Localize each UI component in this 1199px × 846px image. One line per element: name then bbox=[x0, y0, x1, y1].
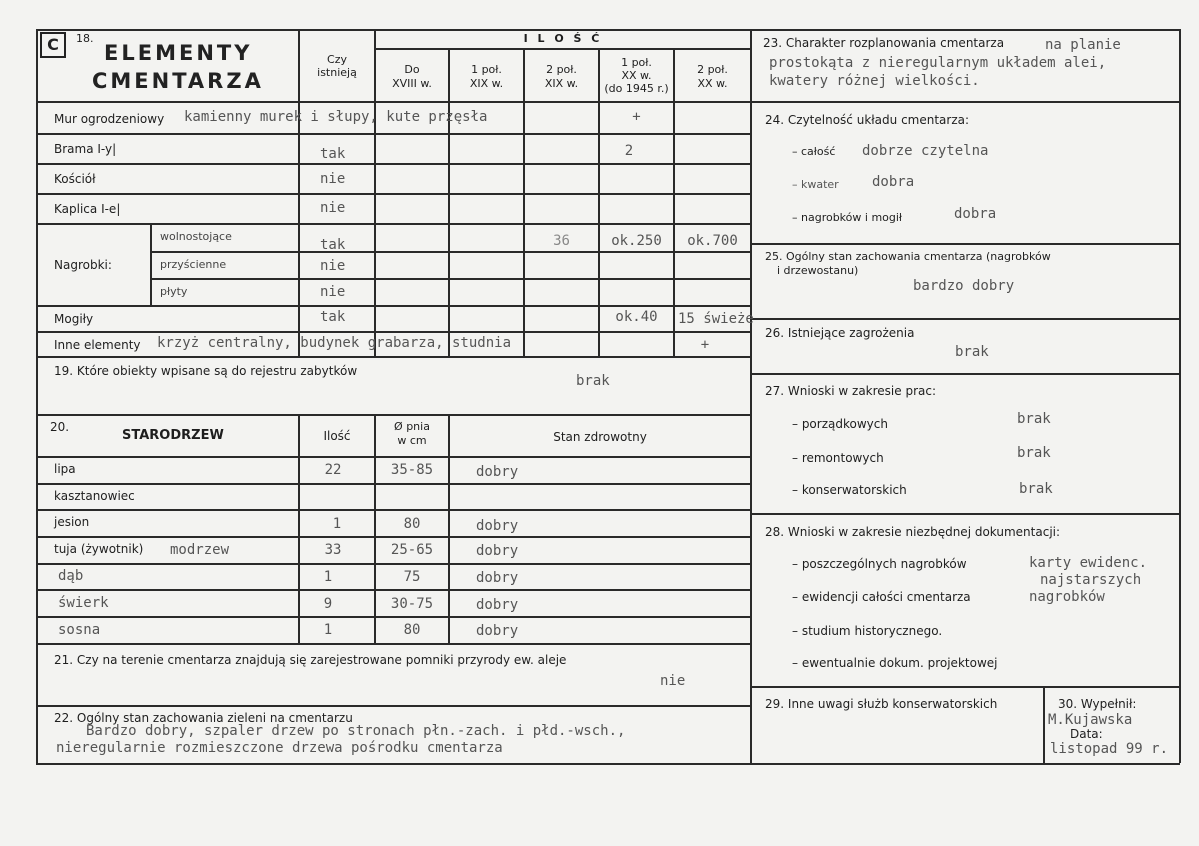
q24-row-label: – całość bbox=[792, 145, 836, 158]
q22-line1: Bardzo dobry, szpaler drzew po stronach płn.-zach. i płd.-wsch., bbox=[86, 723, 626, 739]
nagrobki-wolnostojace-xx2: ok.700 bbox=[687, 233, 738, 249]
tree-row-extra: modrzew bbox=[170, 542, 230, 558]
row-nagrobki-label: Nagrobki: bbox=[54, 258, 112, 272]
qty-col-xx1: 1 poł. XX w. (do 1945 r.) bbox=[604, 56, 669, 95]
title-line2: CMENTARZA bbox=[92, 69, 264, 93]
nagrobki-plyty-exists: nie bbox=[320, 284, 346, 300]
tree-row-name: tuja (żywotnik) bbox=[54, 542, 144, 556]
tree-row-qty: 1 bbox=[323, 622, 333, 638]
row-kaplica-label: Kaplica I-e| bbox=[54, 202, 121, 216]
nagrobki-plyty-label: płyty bbox=[160, 285, 188, 298]
tree-row-diam: 35-85 bbox=[390, 462, 434, 478]
row-mogily-xx1: ok.40 bbox=[615, 309, 658, 325]
tree-row-name: lipa bbox=[54, 462, 76, 476]
q24-row-label: – nagrobków i mogił bbox=[792, 211, 903, 224]
trees-col-qty: Ilość bbox=[323, 429, 351, 443]
tree-row-qty: 33 bbox=[324, 542, 342, 558]
row-mogily-xx2: 15 świeże bbox=[678, 311, 754, 327]
tree-row-name: kasztanowiec bbox=[54, 489, 135, 503]
row-kosciol-exists: nie bbox=[320, 171, 346, 187]
trees-col-health: Stan zdrowotny bbox=[553, 430, 647, 444]
q28-row: – studium historycznego. bbox=[792, 624, 943, 638]
q26-value: brak bbox=[955, 344, 989, 360]
row-mogily-label: Mogiły bbox=[54, 312, 94, 326]
row-brama-label: Brama I-y| bbox=[54, 142, 117, 156]
section-letter-box: C bbox=[40, 32, 66, 58]
q19-value: brak bbox=[576, 373, 610, 389]
tree-row-health: dobry bbox=[476, 518, 519, 534]
q27-row-value: brak bbox=[1017, 411, 1051, 427]
q25-label-line2: i drzewostanu) bbox=[777, 264, 859, 277]
tree-row-diam: 30-75 bbox=[390, 596, 434, 612]
tree-row-health: dobry bbox=[476, 464, 519, 480]
nagrobki-wolnostojace-xx1: ok.250 bbox=[611, 233, 662, 249]
qty-col-xix2: 2 poł. XIX w. bbox=[544, 63, 579, 90]
tree-row-name: dąb bbox=[58, 568, 84, 584]
tree-row-diam: 80 bbox=[403, 622, 421, 638]
q24-row-value: dobra bbox=[954, 206, 997, 222]
q28-row: – ewentualnie dokum. projektowej bbox=[792, 656, 998, 670]
nagrobki-wolnostojace-exists: tak bbox=[320, 237, 346, 253]
q23-line1: na planie bbox=[1045, 37, 1121, 53]
q27-row-label: – porządkowych bbox=[792, 417, 888, 431]
row-mur-value: kamienny murek i słupy, kute przęsła bbox=[184, 109, 488, 125]
col-exists-header: Czy istnieją bbox=[317, 53, 357, 79]
q30-label: 30. Wypełnił: bbox=[1058, 697, 1137, 711]
tree-row-name: sosna bbox=[58, 622, 101, 638]
row-inne-xx2: + bbox=[700, 337, 710, 353]
q30-date: listopad 99 r. bbox=[1050, 741, 1169, 757]
row-brama-xx1: 2 bbox=[624, 143, 634, 159]
q26-label: 26. Istniejące zagrożenia bbox=[765, 326, 915, 340]
qty-header: I L O Ś Ć bbox=[523, 32, 603, 45]
tree-row-qty: 22 bbox=[324, 462, 342, 478]
tree-row-diam: 80 bbox=[403, 516, 421, 532]
q28-value-line1: karty ewidenc. bbox=[1029, 555, 1148, 571]
q29-label: 29. Inne uwagi służb konserwatorskich bbox=[765, 697, 998, 711]
nagrobki-przyscienne-label: przyścienne bbox=[160, 258, 227, 271]
qty-col-xviii: Do XVIII w. bbox=[392, 63, 432, 90]
row-kosciol-label: Kościół bbox=[54, 172, 96, 186]
q27-row-value: brak bbox=[1017, 445, 1051, 461]
q24-label: 24. Czytelność układu cmentarza: bbox=[765, 113, 970, 127]
tree-row-qty: 1 bbox=[332, 516, 342, 532]
q27-row-label: – remontowych bbox=[792, 451, 884, 465]
nagrobki-wolnostojace-label: wolnostojące bbox=[160, 230, 232, 243]
q28-row: – poszczególnych nagrobków bbox=[792, 557, 967, 571]
q23-label: 23. Charakter rozplanowania cmentarza bbox=[763, 36, 1005, 50]
q30-date-label: Data: bbox=[1070, 727, 1103, 741]
qty-col-xx2: 2 poł. XX w. bbox=[697, 63, 728, 90]
q24-row-value: dobra bbox=[872, 174, 915, 190]
q24-row-label: – kwater bbox=[792, 178, 839, 191]
nagrobki-przyscienne-exists: nie bbox=[320, 258, 346, 274]
trees-number: 20. bbox=[50, 420, 70, 434]
tree-row-health: dobry bbox=[476, 570, 519, 586]
tree-row-diam: 75 bbox=[403, 569, 421, 585]
qty-col-xix1: 1 poł. XIX w. bbox=[469, 63, 504, 90]
tree-row-diam: 25-65 bbox=[390, 542, 434, 558]
q21-value: nie bbox=[660, 673, 686, 689]
q28-value-line3: nagrobków bbox=[1029, 589, 1105, 605]
q25-label-line1: 25. Ogólny stan zachowania cmentarza (nagrobków bbox=[765, 250, 1051, 263]
tree-row-health: dobry bbox=[476, 543, 519, 559]
q23-line2: prostokąta z nieregularnym układem alei, bbox=[769, 55, 1107, 71]
q22-line2: nieregularnie rozmieszczone drzewa pośrodku cmentarza bbox=[56, 740, 503, 756]
row-mogily-exists: tak bbox=[320, 309, 346, 325]
tree-row-name: jesion bbox=[54, 515, 90, 529]
q30-name: M.Kujawska bbox=[1048, 712, 1133, 728]
q28-value-line2: najstarszych bbox=[1040, 572, 1142, 588]
row-inne-value: krzyż centralny, budynek grabarza, studnia bbox=[157, 335, 512, 351]
trees-header: STARODRZEW bbox=[122, 428, 224, 443]
row-mur-label: Mur ogrodzeniowy bbox=[54, 112, 165, 126]
q19-label: 19. Które obiekty wpisane są do rejestru zabytków bbox=[54, 364, 358, 378]
q27-row-label: – konserwatorskich bbox=[792, 483, 907, 497]
tree-row-qty: 1 bbox=[323, 569, 333, 585]
q27-row-value: brak bbox=[1019, 481, 1053, 497]
q27-label: 27. Wnioski w zakresie prac: bbox=[765, 384, 937, 398]
nagrobki-wolnostojace-xix2: 36 bbox=[553, 233, 570, 249]
trees-col-diam: Ø pnia w cm bbox=[394, 420, 430, 447]
q24-row-value: dobrze czytelna bbox=[862, 143, 989, 159]
tree-row-health: dobry bbox=[476, 623, 519, 639]
q22-label: 22. Ogólny stan zachowania zieleni na cmentarzu bbox=[54, 711, 353, 725]
title-line1: ELEMENTY bbox=[104, 41, 253, 65]
row-kaplica-exists: nie bbox=[320, 200, 346, 216]
q28-row: – ewidencji całości cmentarza bbox=[792, 590, 971, 604]
q28-label: 28. Wnioski w zakresie niezbędnej dokumentacji: bbox=[765, 525, 1061, 539]
q23-line3: kwatery różnej wielkości. bbox=[769, 73, 980, 89]
q25-value: bardzo dobry bbox=[913, 278, 1015, 294]
tree-row-qty: 9 bbox=[323, 596, 333, 612]
tree-row-health: dobry bbox=[476, 597, 519, 613]
section-number: 18. bbox=[76, 32, 94, 45]
q21-label: 21. Czy na terenie cmentarza znajdują się zarejestrowane pomniki przyrody ew. aleje bbox=[54, 653, 567, 667]
tree-row-name: świerk bbox=[58, 595, 109, 611]
row-mur-xx1: + bbox=[632, 109, 641, 125]
row-brama-exists: tak bbox=[320, 146, 346, 162]
row-inne-label: Inne elementy bbox=[54, 338, 141, 352]
